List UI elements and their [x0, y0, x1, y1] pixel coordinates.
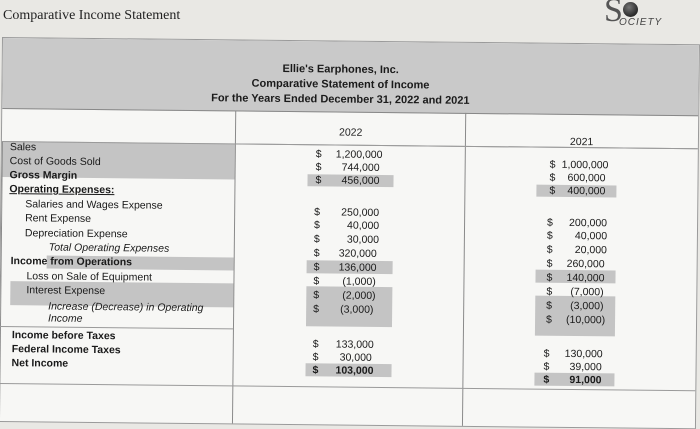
- dollar-sign: $: [546, 313, 552, 326]
- value-2021-federal-taxes: 39,000: [569, 360, 602, 374]
- row-label-interest: Interest Expense: [26, 284, 106, 298]
- value-2022-net-income: 103,000: [335, 364, 374, 377]
- row-label-salaries: Salaries and Wages Expense: [25, 198, 163, 212]
- row-label-loss-sale: Loss on Sale of Equipment: [26, 270, 153, 284]
- dollar-sign: $: [313, 289, 320, 302]
- logo-letter: S: [604, 0, 623, 29]
- dollar-sign: $: [546, 257, 553, 270]
- value-2022-increase-decrease: (3,000): [340, 303, 374, 316]
- value-2022-income-before-taxes: 133,000: [335, 338, 374, 351]
- dollar-sign: $: [543, 373, 550, 386]
- value-2022-federal-taxes: 30,000: [339, 351, 372, 364]
- value-2022-rent: 40,000: [346, 219, 380, 232]
- dollar-sign: $: [546, 285, 553, 298]
- dollar-sign: $: [313, 233, 320, 246]
- statement-period: For the Years Ended December 31, 2022 and 2021: [211, 92, 470, 107]
- dollar-sign: $: [546, 299, 553, 312]
- column-header-2022: 2022: [338, 126, 363, 139]
- dollar-sign: $: [546, 243, 553, 256]
- dollar-sign: $: [546, 271, 553, 284]
- row-label-gross-margin: Gross Margin: [9, 169, 78, 182]
- value-2021-interest: (3,000): [570, 299, 604, 313]
- dollar-sign: $: [312, 338, 319, 351]
- row-label-net-income: Net Income: [11, 357, 69, 370]
- row-label-income-operations: Income from Operations: [10, 255, 133, 269]
- value-2021-sales: 1,000,000: [561, 158, 609, 172]
- column-header-2021: 2021: [569, 135, 594, 149]
- dollar-sign: $: [313, 303, 320, 316]
- dollar-sign: $: [315, 148, 322, 161]
- value-2021-rent: 40,000: [574, 230, 608, 243]
- value-2021-gross-margin: 400,000: [567, 184, 606, 198]
- dollar-sign: $: [549, 184, 556, 197]
- value-2021-depreciation: 20,000: [574, 244, 607, 257]
- dollar-sign: $: [312, 351, 319, 364]
- value-2021-salaries: 200,000: [569, 216, 608, 230]
- row-label-cogs: Cost of Goods Sold: [9, 155, 101, 169]
- dollar-sign: $: [315, 174, 322, 187]
- value-2021-income-operations: 140,000: [566, 271, 605, 285]
- dollar-sign: $: [546, 229, 553, 242]
- value-2022-cogs: 744,000: [341, 161, 380, 174]
- company-name: Ellie's Earphones, Inc.: [282, 62, 399, 77]
- value-2021-net-income: 91,000: [569, 373, 602, 387]
- dollar-sign: $: [543, 360, 550, 373]
- value-2022-income-operations: 136,000: [338, 261, 377, 274]
- dollar-sign: $: [315, 161, 322, 174]
- society-logo: [600, 0, 700, 34]
- row-label-total-operating: Total Operating Expenses: [48, 241, 170, 255]
- dollar-sign: $: [549, 171, 556, 184]
- row-label-federal-taxes: Federal Income Taxes: [11, 343, 121, 357]
- value-2022-depreciation: 30,000: [346, 233, 380, 246]
- dollar-sign: $: [313, 219, 320, 232]
- dollar-sign: $: [312, 364, 319, 377]
- dollar-sign: $: [543, 347, 550, 360]
- value-2021-cogs: 600,000: [567, 171, 606, 185]
- row-label-increase-decrease: Increase (Decrease) in Operating: [48, 300, 204, 315]
- value-2021-increase-decrease: (10,000): [566, 313, 606, 327]
- logo-word: OCIETY: [619, 17, 663, 28]
- dollar-sign: $: [547, 216, 553, 229]
- value-2022-loss-sale: (1,000): [342, 275, 376, 288]
- row-label-sales: Sales: [9, 141, 37, 154]
- dollar-sign: $: [313, 261, 320, 274]
- value-2021-total-operating: 260,000: [566, 257, 605, 271]
- value-2022-total-operating: 320,000: [338, 247, 377, 260]
- value-2021-loss-sale: (7,000): [570, 285, 604, 299]
- value-2022-salaries: 250,000: [341, 206, 380, 219]
- value-2022-gross-margin: 456,000: [341, 174, 380, 187]
- row-label-rent: Rent Expense: [25, 212, 92, 225]
- dollar-sign: $: [314, 206, 321, 219]
- statement-title: Comparative Statement of Income: [251, 77, 430, 92]
- value-2022-sales: 1,200,000: [335, 148, 383, 161]
- income-statement-sheet: [0, 37, 700, 429]
- page-title: Comparative Income Statement: [3, 8, 181, 23]
- row-label-operating-expenses: Operating Expenses:: [9, 183, 115, 197]
- value-2022-interest: (2,000): [342, 289, 376, 302]
- dollar-sign: $: [549, 158, 556, 171]
- dollar-sign: $: [313, 275, 320, 288]
- dollar-sign: $: [313, 247, 320, 260]
- row-label-income-before-taxes: Income before Taxes: [11, 329, 116, 343]
- row-label-increase-decrease-2: Income: [47, 312, 83, 325]
- value-2021-income-before-taxes: 130,000: [564, 347, 603, 361]
- globe-icon: [623, 2, 638, 17]
- row-label-depreciation: Depreciation Expense: [24, 227, 128, 241]
